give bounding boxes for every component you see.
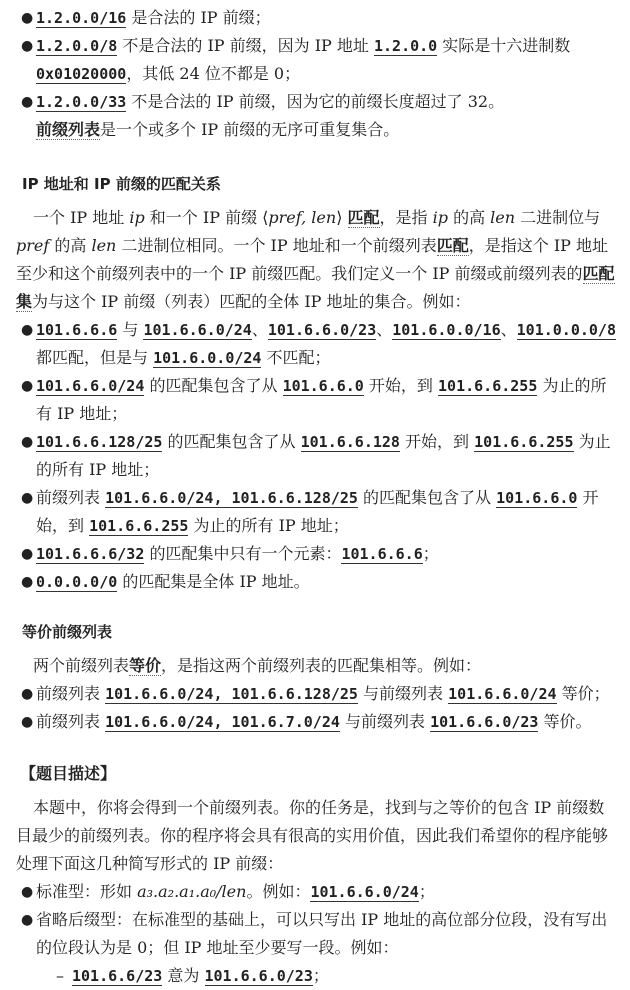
bullet-icon: ●	[21, 912, 34, 928]
match-paragraph: 一个 IP 地址 ip 和一个 IP 前缀 ⟨pref, len⟩ 匹配，是指 ip 的高 len 二进制位与 pref 的高 len 二进制位相同。一个 IP 地址和一个前缀列表匹配，是指这个 IP 地址至少和这个前缀列表中的一个 IP 前缀匹配。我们定义一个 IP 前缀或前缀列表的匹配集为与这个 IP 前缀（列表）匹配的全体 IP 地址的集合。例如：	[16, 208, 615, 311]
bullet-icon: ●	[21, 546, 34, 562]
list-item	[16, 32, 616, 88]
list-item: ● 前缀列表 101.6.6.0/24, 101.6.6.128/25 与前缀列表 101.6.6.0/24 等价；	[16, 680, 616, 708]
list-item: ● 101.6.6.0/24 的匹配集包含了从 101.6.6.0 开始，到 101.6.6.255 为止的所有 IP 地址；	[16, 372, 616, 428]
code-hex: 0x01020000	[36, 65, 127, 83]
code-address: 1.2.0.0	[373, 37, 438, 55]
bullet-icon: ●	[21, 378, 34, 394]
section-heading-description: 【题目描述】	[20, 764, 117, 783]
bullet-icon: ●	[21, 94, 34, 110]
list-item: ● 标准型：形如 a₃.a₂.a₁.a₀/len。例如：101.6.6.0/24；	[16, 878, 616, 906]
code-prefix: 1.2.0.0/33	[36, 93, 127, 111]
list-item: ● 101.6.6.6/32 的匹配集中只有一个元素：101.6.6.6；	[16, 540, 616, 568]
prefix-list-definition	[16, 116, 616, 144]
item-text: 实际是十六进制数	[437, 36, 571, 55]
description-paragraph: 本题中，你将会得到一个前缀列表。你的任务是，找到与之等价的包含 IP 前缀数目最少的前缀列表。你的程序将会具有很高的实用价值，因此我们希望你的程序能够处理下面这几种简写形式的 IP 前缀：	[16, 798, 609, 873]
bullet-icon: ●	[21, 322, 34, 338]
list-item	[16, 4, 616, 32]
item-text: ，其低 24 位不都是 0；	[126, 64, 301, 83]
bullet-icon: ●	[21, 714, 34, 730]
code-prefix: 1.2.0.0/8	[36, 37, 118, 55]
item-text: 是合法的 IP 前缀；	[126, 8, 271, 27]
item-text: 不是合法的 IP 前缀，因为 IP 地址	[117, 36, 374, 55]
list-item: ● 101.6.6.6 与 101.6.6.0/24、101.6.6.0/23、101.6.0.0/16、101.0.0.0/8 都匹配，但是与 101.6.0.0/24 不匹配；	[16, 316, 616, 372]
list-item: ● 省略后缀型：在标准型的基础上，可以只写出 IP 地址的高位部分位段，没有写出的位段认为是 0；但 IP 地址至少要写一段。例如：	[16, 906, 616, 962]
bullet-icon: ●	[21, 10, 34, 26]
definition-text: 是一个或多个 IP 前缀的无序可重复集合。	[100, 120, 400, 139]
bullet-icon: ●	[21, 38, 34, 54]
sub-list-item: – 101.6.6/23 意为 101.6.6.0/23；	[16, 962, 616, 990]
legality-examples-list	[16, 4, 616, 116]
list-item: ● 前缀列表 101.6.6.0/24, 101.6.7.0/24 与前缀列表 101.6.6.0/23 等价。	[16, 708, 616, 736]
section-heading-match: IP 地址和 IP 前缀的匹配关系	[22, 175, 221, 193]
defined-term: 前缀列表	[36, 120, 101, 139]
dash-icon: –	[56, 966, 64, 985]
match-examples-list	[16, 316, 616, 596]
list-item	[16, 88, 616, 116]
list-item: ● 0.0.0.0/0 的匹配集是全体 IP 地址。	[16, 568, 616, 596]
code-prefix: 1.2.0.0/16	[36, 9, 127, 27]
bullet-icon: ●	[21, 434, 34, 450]
equiv-examples-list	[16, 680, 616, 736]
section-heading-equiv: 等价前缀列表	[22, 623, 113, 641]
bullet-icon: ●	[21, 490, 34, 506]
bullet-icon: ●	[21, 686, 34, 702]
bullet-icon: ●	[21, 884, 34, 900]
item-text: 不是合法的 IP 前缀，因为它的前缀长度超过了 32。	[126, 92, 505, 111]
bullet-icon: ●	[21, 574, 34, 590]
format-list	[16, 878, 616, 990]
equiv-paragraph: 两个前缀列表等价，是指这两个前缀列表的匹配集相等。例如：	[33, 656, 482, 675]
list-item: ● 前缀列表 101.6.6.0/24, 101.6.6.128/25 的匹配集包含了从 101.6.6.0 开始，到 101.6.6.255 为止的所有 IP 地址；	[16, 484, 616, 540]
list-item: ● 101.6.6.128/25 的匹配集包含了从 101.6.6.128 开始，到 101.6.6.255 为止的所有 IP 地址；	[16, 428, 616, 484]
